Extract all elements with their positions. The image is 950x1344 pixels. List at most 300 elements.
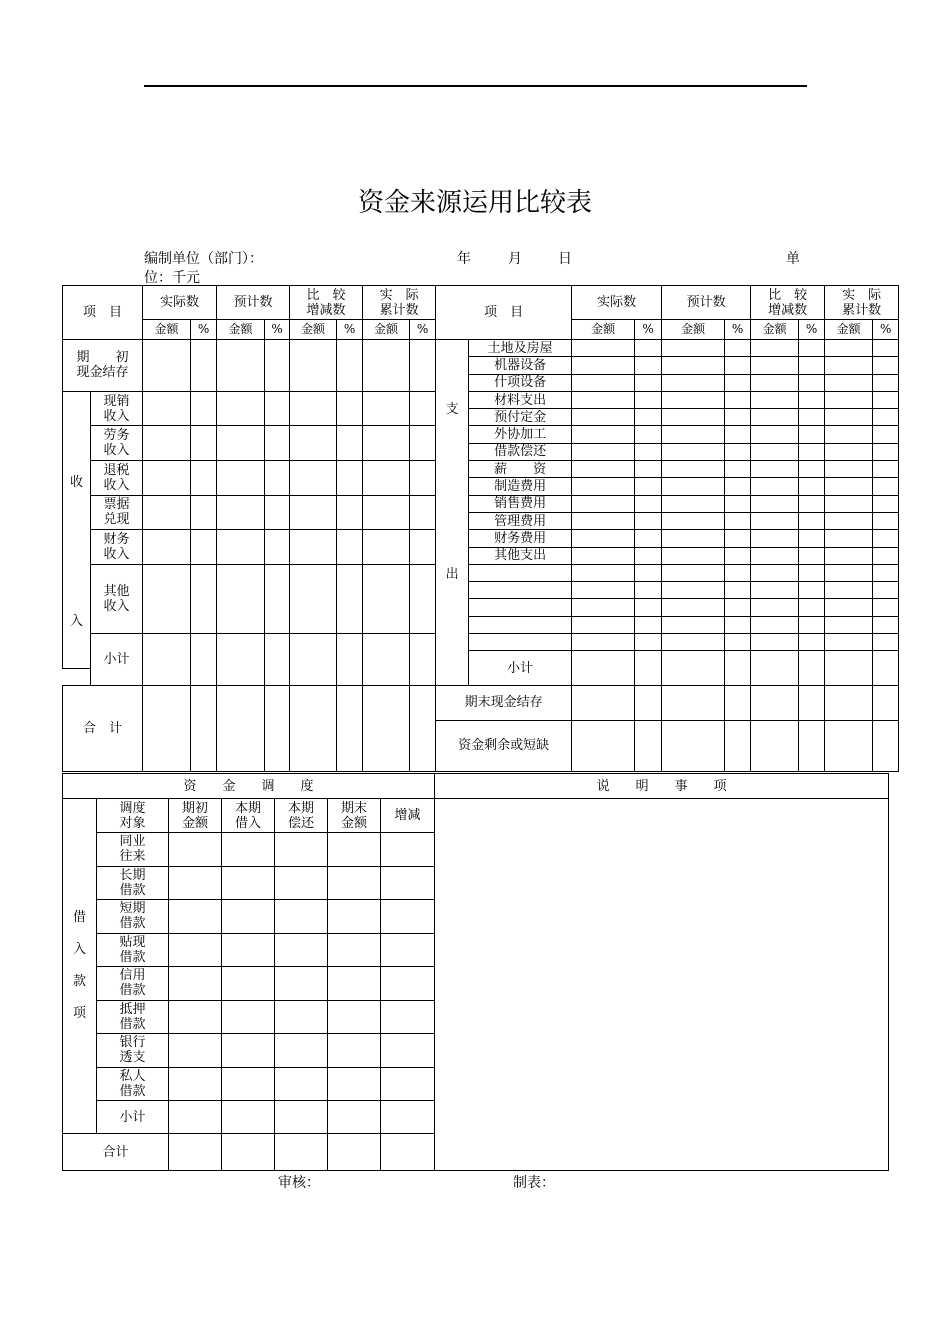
value-cell[interactable] [751, 651, 799, 686]
value-cell[interactable] [191, 634, 217, 686]
value-cell[interactable] [635, 616, 662, 633]
value-cell[interactable] [825, 582, 873, 599]
value-cell[interactable] [662, 530, 725, 547]
value-cell[interactable] [191, 426, 217, 461]
value-cell[interactable] [825, 720, 873, 772]
value-cell[interactable] [725, 340, 751, 357]
value-cell[interactable] [265, 685, 290, 771]
value-cell[interactable] [217, 685, 265, 771]
value-cell[interactable] [169, 1067, 222, 1101]
value-cell[interactable] [363, 564, 410, 633]
value-cell[interactable] [410, 530, 436, 565]
value-cell[interactable] [635, 582, 662, 599]
value-cell[interactable] [328, 1101, 381, 1134]
value-cell[interactable] [825, 599, 873, 616]
value-cell[interactable] [328, 933, 381, 967]
value-cell[interactable] [725, 599, 751, 616]
row-expense-blank[interactable] [469, 564, 572, 581]
value-cell[interactable] [290, 340, 337, 392]
value-cell[interactable] [169, 866, 222, 900]
value-cell[interactable] [799, 530, 825, 547]
value-cell[interactable] [751, 426, 799, 443]
value-cell[interactable] [799, 651, 825, 686]
value-cell[interactable] [799, 478, 825, 495]
value-cell[interactable] [572, 426, 635, 443]
value-cell[interactable] [662, 564, 725, 581]
value-cell[interactable] [265, 530, 290, 565]
value-cell[interactable] [328, 833, 381, 867]
value-cell[interactable] [751, 530, 799, 547]
value-cell[interactable] [410, 685, 436, 771]
value-cell[interactable] [169, 1134, 222, 1171]
value-cell[interactable] [381, 933, 435, 967]
value-cell[interactable] [662, 374, 725, 391]
value-cell[interactable] [873, 461, 899, 478]
value-cell[interactable] [662, 391, 725, 408]
value-cell[interactable] [825, 651, 873, 686]
value-cell[interactable] [873, 374, 899, 391]
value-cell[interactable] [725, 461, 751, 478]
value-cell[interactable] [635, 357, 662, 374]
value-cell[interactable] [873, 340, 899, 357]
value-cell[interactable] [799, 340, 825, 357]
value-cell[interactable] [363, 391, 410, 426]
value-cell[interactable] [572, 582, 635, 599]
value-cell[interactable] [363, 530, 410, 565]
value-cell[interactable] [337, 634, 363, 686]
value-cell[interactable] [169, 833, 222, 867]
value-cell[interactable] [222, 1101, 275, 1134]
value-cell[interactable] [873, 564, 899, 581]
value-cell[interactable] [873, 495, 899, 512]
value-cell[interactable] [290, 634, 337, 686]
value-cell[interactable] [799, 512, 825, 529]
value-cell[interactable] [873, 547, 899, 564]
value-cell[interactable] [275, 1000, 328, 1034]
value-cell[interactable] [725, 409, 751, 426]
value-cell[interactable] [381, 1034, 435, 1068]
value-cell[interactable] [572, 685, 635, 720]
value-cell[interactable] [572, 391, 635, 408]
value-cell[interactable] [635, 512, 662, 529]
value-cell[interactable] [725, 426, 751, 443]
value-cell[interactable] [290, 426, 337, 461]
value-cell[interactable] [410, 391, 436, 426]
value-cell[interactable] [635, 409, 662, 426]
value-cell[interactable] [873, 582, 899, 599]
value-cell[interactable] [143, 426, 191, 461]
value-cell[interactable] [572, 495, 635, 512]
value-cell[interactable] [662, 599, 725, 616]
value-cell[interactable] [381, 967, 435, 1001]
value-cell[interactable] [635, 685, 662, 720]
value-cell[interactable] [328, 900, 381, 934]
value-cell[interactable] [873, 616, 899, 633]
value-cell[interactable] [169, 967, 222, 1001]
value-cell[interactable] [799, 582, 825, 599]
row-expense-blank[interactable] [469, 634, 572, 651]
value-cell[interactable] [751, 582, 799, 599]
value-cell[interactable] [635, 340, 662, 357]
value-cell[interactable] [169, 933, 222, 967]
value-cell[interactable] [572, 547, 635, 564]
value-cell[interactable] [635, 461, 662, 478]
value-cell[interactable] [873, 443, 899, 460]
value-cell[interactable] [337, 495, 363, 530]
value-cell[interactable] [662, 582, 725, 599]
value-cell[interactable] [169, 1000, 222, 1034]
value-cell[interactable] [725, 443, 751, 460]
value-cell[interactable] [572, 461, 635, 478]
value-cell[interactable] [191, 685, 217, 771]
value-cell[interactable] [572, 443, 635, 460]
value-cell[interactable] [290, 461, 337, 496]
value-cell[interactable] [825, 409, 873, 426]
value-cell[interactable] [217, 461, 265, 496]
value-cell[interactable] [143, 634, 191, 686]
value-cell[interactable] [363, 685, 410, 771]
value-cell[interactable] [873, 478, 899, 495]
value-cell[interactable] [635, 374, 662, 391]
value-cell[interactable] [873, 685, 899, 720]
value-cell[interactable] [825, 564, 873, 581]
value-cell[interactable] [799, 374, 825, 391]
value-cell[interactable] [751, 564, 799, 581]
value-cell[interactable] [873, 391, 899, 408]
value-cell[interactable] [662, 495, 725, 512]
value-cell[interactable] [799, 634, 825, 651]
value-cell[interactable] [265, 391, 290, 426]
value-cell[interactable] [363, 495, 410, 530]
value-cell[interactable] [410, 461, 436, 496]
value-cell[interactable] [363, 426, 410, 461]
value-cell[interactable] [381, 900, 435, 934]
value-cell[interactable] [275, 933, 328, 967]
value-cell[interactable] [635, 426, 662, 443]
value-cell[interactable] [825, 530, 873, 547]
value-cell[interactable] [725, 582, 751, 599]
value-cell[interactable] [662, 478, 725, 495]
value-cell[interactable] [290, 564, 337, 633]
value-cell[interactable] [825, 547, 873, 564]
value-cell[interactable] [825, 512, 873, 529]
value-cell[interactable] [799, 409, 825, 426]
value-cell[interactable] [725, 530, 751, 547]
value-cell[interactable] [725, 651, 751, 686]
value-cell[interactable] [751, 409, 799, 426]
value-cell[interactable] [572, 512, 635, 529]
value-cell[interactable] [825, 461, 873, 478]
value-cell[interactable] [191, 340, 217, 392]
value-cell[interactable] [799, 599, 825, 616]
value-cell[interactable] [275, 1034, 328, 1068]
value-cell[interactable] [572, 616, 635, 633]
value-cell[interactable] [825, 443, 873, 460]
value-cell[interactable] [725, 512, 751, 529]
value-cell[interactable] [662, 409, 725, 426]
value-cell[interactable] [635, 720, 662, 772]
value-cell[interactable] [143, 461, 191, 496]
value-cell[interactable] [410, 634, 436, 686]
value-cell[interactable] [662, 340, 725, 357]
value-cell[interactable] [635, 495, 662, 512]
value-cell[interactable] [381, 1101, 435, 1134]
value-cell[interactable] [290, 530, 337, 565]
value-cell[interactable] [725, 616, 751, 633]
value-cell[interactable] [381, 1000, 435, 1034]
value-cell[interactable] [662, 634, 725, 651]
value-cell[interactable] [751, 720, 799, 772]
value-cell[interactable] [275, 1067, 328, 1101]
value-cell[interactable] [751, 495, 799, 512]
value-cell[interactable] [337, 391, 363, 426]
value-cell[interactable] [662, 720, 725, 772]
value-cell[interactable] [662, 357, 725, 374]
value-cell[interactable] [363, 340, 410, 392]
value-cell[interactable] [337, 461, 363, 496]
value-cell[interactable] [363, 461, 410, 496]
value-cell[interactable] [337, 564, 363, 633]
row-expense-blank[interactable] [469, 616, 572, 633]
value-cell[interactable] [275, 1101, 328, 1134]
value-cell[interactable] [217, 426, 265, 461]
value-cell[interactable] [751, 391, 799, 408]
value-cell[interactable] [662, 426, 725, 443]
value-cell[interactable] [662, 512, 725, 529]
value-cell[interactable] [222, 967, 275, 1001]
value-cell[interactable] [725, 495, 751, 512]
value-cell[interactable] [873, 512, 899, 529]
value-cell[interactable] [635, 530, 662, 547]
value-cell[interactable] [635, 547, 662, 564]
value-cell[interactable] [751, 599, 799, 616]
value-cell[interactable] [290, 495, 337, 530]
value-cell[interactable] [265, 426, 290, 461]
value-cell[interactable] [275, 1134, 328, 1171]
value-cell[interactable] [222, 1000, 275, 1034]
value-cell[interactable] [337, 340, 363, 392]
value-cell[interactable] [751, 634, 799, 651]
value-cell[interactable] [751, 443, 799, 460]
value-cell[interactable] [572, 357, 635, 374]
value-cell[interactable] [751, 512, 799, 529]
value-cell[interactable] [799, 461, 825, 478]
value-cell[interactable] [662, 461, 725, 478]
value-cell[interactable] [410, 495, 436, 530]
value-cell[interactable] [290, 391, 337, 426]
value-cell[interactable] [873, 409, 899, 426]
value-cell[interactable] [217, 564, 265, 633]
value-cell[interactable] [635, 634, 662, 651]
value-cell[interactable] [381, 866, 435, 900]
value-cell[interactable] [363, 634, 410, 686]
value-cell[interactable] [328, 967, 381, 1001]
value-cell[interactable] [275, 967, 328, 1001]
value-cell[interactable] [873, 426, 899, 443]
value-cell[interactable] [825, 495, 873, 512]
value-cell[interactable] [725, 564, 751, 581]
value-cell[interactable] [725, 391, 751, 408]
value-cell[interactable] [635, 651, 662, 686]
value-cell[interactable] [572, 564, 635, 581]
value-cell[interactable] [635, 599, 662, 616]
value-cell[interactable] [381, 833, 435, 867]
value-cell[interactable] [328, 1067, 381, 1101]
value-cell[interactable] [873, 599, 899, 616]
value-cell[interactable] [725, 357, 751, 374]
value-cell[interactable] [662, 547, 725, 564]
value-cell[interactable] [635, 564, 662, 581]
value-cell[interactable] [410, 340, 436, 392]
value-cell[interactable] [662, 685, 725, 720]
value-cell[interactable] [751, 547, 799, 564]
value-cell[interactable] [572, 530, 635, 547]
value-cell[interactable] [572, 374, 635, 391]
value-cell[interactable] [725, 720, 751, 772]
value-cell[interactable] [410, 426, 436, 461]
value-cell[interactable] [725, 478, 751, 495]
value-cell[interactable] [217, 634, 265, 686]
value-cell[interactable] [725, 634, 751, 651]
row-expense-blank[interactable] [469, 599, 572, 616]
value-cell[interactable] [662, 443, 725, 460]
value-cell[interactable] [725, 685, 751, 720]
value-cell[interactable] [572, 409, 635, 426]
value-cell[interactable] [799, 495, 825, 512]
value-cell[interactable] [799, 564, 825, 581]
value-cell[interactable] [825, 616, 873, 633]
value-cell[interactable] [328, 1000, 381, 1034]
value-cell[interactable] [265, 340, 290, 392]
value-cell[interactable] [725, 547, 751, 564]
value-cell[interactable] [328, 1034, 381, 1068]
value-cell[interactable] [751, 374, 799, 391]
value-cell[interactable] [635, 443, 662, 460]
value-cell[interactable] [328, 866, 381, 900]
value-cell[interactable] [217, 340, 265, 392]
value-cell[interactable] [572, 720, 635, 772]
value-cell[interactable] [751, 478, 799, 495]
value-cell[interactable] [191, 391, 217, 426]
value-cell[interactable] [662, 616, 725, 633]
value-cell[interactable] [191, 564, 217, 633]
value-cell[interactable] [275, 833, 328, 867]
value-cell[interactable] [751, 685, 799, 720]
value-cell[interactable] [799, 426, 825, 443]
value-cell[interactable] [410, 564, 436, 633]
value-cell[interactable] [751, 340, 799, 357]
value-cell[interactable] [265, 461, 290, 496]
value-cell[interactable] [825, 391, 873, 408]
value-cell[interactable] [799, 357, 825, 374]
value-cell[interactable] [222, 1067, 275, 1101]
value-cell[interactable] [265, 564, 290, 633]
value-cell[interactable] [799, 391, 825, 408]
value-cell[interactable] [381, 1134, 435, 1171]
value-cell[interactable] [222, 900, 275, 934]
value-cell[interactable] [873, 357, 899, 374]
value-cell[interactable] [873, 530, 899, 547]
value-cell[interactable] [799, 720, 825, 772]
value-cell[interactable] [169, 900, 222, 934]
value-cell[interactable] [222, 1034, 275, 1068]
value-cell[interactable] [143, 530, 191, 565]
value-cell[interactable] [825, 685, 873, 720]
value-cell[interactable] [217, 495, 265, 530]
date-day: 日 [558, 251, 572, 267]
value-cell[interactable] [572, 634, 635, 651]
value-cell[interactable] [337, 530, 363, 565]
value-cell[interactable] [191, 461, 217, 496]
value-cell[interactable] [873, 634, 899, 651]
value-cell[interactable] [143, 391, 191, 426]
value-cell[interactable] [873, 651, 899, 686]
value-cell[interactable] [143, 340, 191, 392]
value-cell[interactable] [825, 478, 873, 495]
value-cell[interactable] [572, 651, 635, 686]
value-cell[interactable] [275, 900, 328, 934]
value-cell[interactable] [143, 564, 191, 633]
value-cell[interactable] [825, 426, 873, 443]
value-cell[interactable] [222, 933, 275, 967]
value-cell[interactable] [337, 426, 363, 461]
row-income-item: 票据 兑现 [91, 495, 143, 530]
value-cell[interactable] [169, 1101, 222, 1134]
value-cell[interactable] [635, 478, 662, 495]
value-cell[interactable] [290, 685, 337, 771]
value-cell[interactable] [191, 495, 217, 530]
value-cell[interactable] [265, 634, 290, 686]
value-cell[interactable] [222, 1134, 275, 1171]
value-cell[interactable] [725, 374, 751, 391]
value-cell[interactable] [217, 530, 265, 565]
value-cell[interactable] [635, 391, 662, 408]
value-cell[interactable] [143, 685, 191, 771]
notes-area[interactable] [435, 799, 889, 1171]
value-cell[interactable] [275, 866, 328, 900]
value-cell[interactable] [825, 634, 873, 651]
value-cell[interactable] [751, 357, 799, 374]
value-cell[interactable] [799, 616, 825, 633]
value-cell[interactable] [381, 1067, 435, 1101]
value-cell[interactable] [799, 547, 825, 564]
value-cell[interactable] [825, 340, 873, 357]
value-cell[interactable] [751, 616, 799, 633]
row-loan-item: 短期 借款 [97, 900, 169, 934]
row-expense-blank[interactable] [469, 582, 572, 599]
value-cell[interactable] [799, 685, 825, 720]
col-opening-header: 期初 金额 [169, 799, 222, 833]
value-cell[interactable] [217, 391, 265, 426]
value-cell[interactable] [337, 685, 363, 771]
value-cell[interactable] [751, 461, 799, 478]
value-cell[interactable] [662, 651, 725, 686]
value-cell[interactable] [825, 357, 873, 374]
value-cell[interactable] [572, 599, 635, 616]
value-cell[interactable] [873, 720, 899, 772]
value-cell[interactable] [222, 866, 275, 900]
value-cell[interactable] [169, 1034, 222, 1068]
value-cell[interactable] [143, 495, 191, 530]
value-cell[interactable] [799, 443, 825, 460]
value-cell[interactable] [265, 495, 290, 530]
value-cell[interactable] [191, 530, 217, 565]
value-cell[interactable] [572, 478, 635, 495]
value-cell[interactable] [222, 833, 275, 867]
value-cell[interactable] [572, 340, 635, 357]
value-cell[interactable] [328, 1134, 381, 1171]
value-cell[interactable] [825, 374, 873, 391]
